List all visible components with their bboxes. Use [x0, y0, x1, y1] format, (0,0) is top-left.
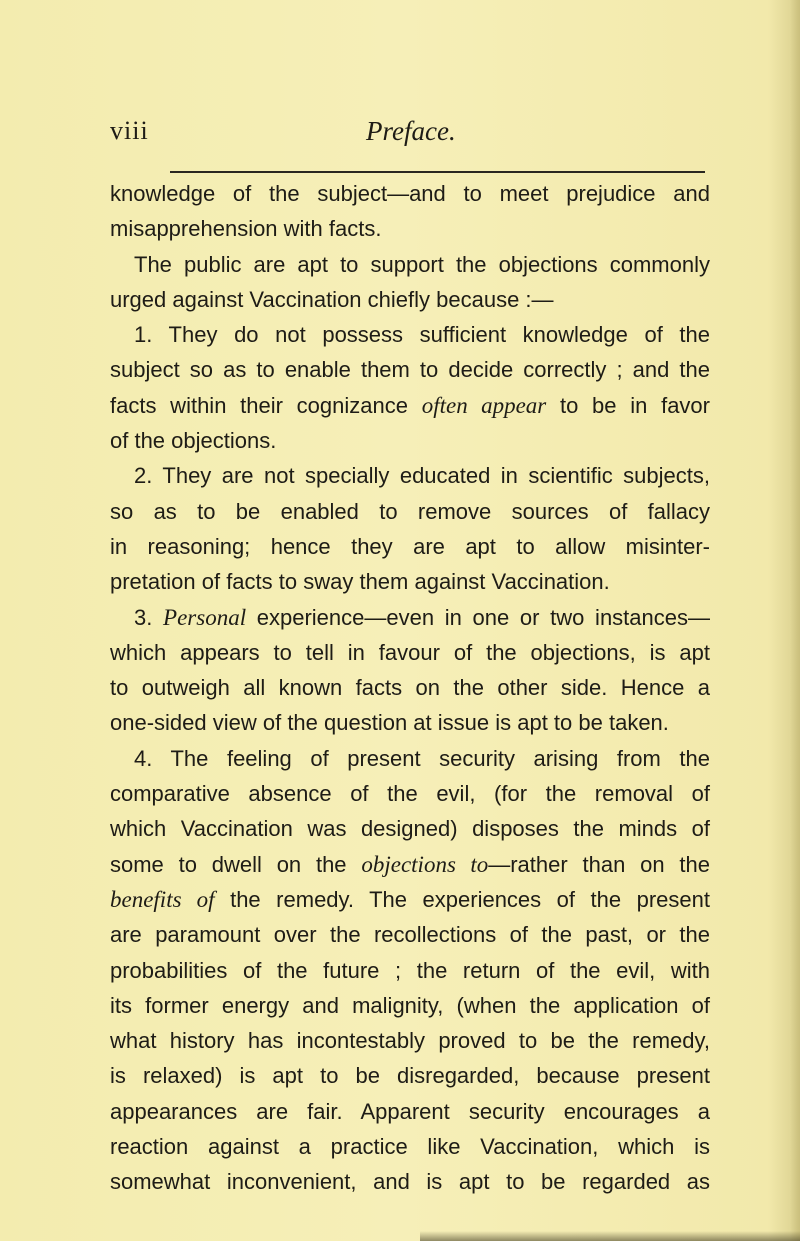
text-line: is relaxed) is apt to be disregarded, because present: [110, 1063, 710, 1089]
text-line: pretation of facts to sway them against Vaccination.: [110, 569, 610, 595]
italic-phrase: objections to: [361, 851, 489, 877]
text-line: 2. They are not specially educated in scientific subjects,: [134, 463, 710, 489]
text-line: 1. They do not possess sufficient knowledge of the: [134, 322, 710, 348]
text-line: in reasoning; hence they are apt to allow misinter-: [110, 533, 710, 559]
text-line: facts within their cognizance often appear to be in favor: [110, 392, 710, 418]
text-line: which appears to tell in favour of the objections, is apt: [110, 639, 710, 665]
text-line: knowledge of the subject—and to meet prejudice and: [110, 181, 710, 206]
text-line: probabilities of the future ; the return of the evil, with: [110, 957, 710, 983]
italic-phrase: often appear: [421, 392, 547, 418]
text-line: urged against Vaccination chiefly because :—: [110, 286, 554, 312]
running-head: [110, 116, 710, 156]
text-line: appearances are fair. Apparent security encourages a: [110, 1098, 710, 1124]
text-line: of the objections.: [110, 428, 277, 454]
text-line: The public are apt to support the objections commonly: [134, 251, 710, 277]
text-line: are paramount over the recollections of the past, or the: [110, 922, 710, 948]
text-line: somewhat inconvenient, and is apt to be regarded as: [110, 1169, 710, 1195]
italic-phrase: benefits of: [110, 886, 215, 912]
text-line: one-sided view of the question at issue is apt to be taken.: [110, 710, 669, 736]
text-line: reaction against a practice like Vaccination, which is: [110, 1134, 710, 1160]
text-line: 3. Personal experience—even in one or two instances—: [134, 604, 711, 630]
text-line: comparative absence of the evil, (for the removal of: [110, 781, 710, 807]
page-title: Preface.: [366, 116, 456, 146]
text-line: misapprehension with facts.: [110, 216, 382, 242]
body-text: [110, 176, 710, 1200]
text-line: its former energy and malignity, (when the application of: [110, 992, 710, 1018]
text-line: 4. The feeling of present security arising from the: [134, 745, 710, 771]
text-line: benefits of the remedy. The experiences of the present: [110, 886, 710, 912]
text-line: which Vaccination was designed) disposes the minds of: [110, 816, 710, 842]
text-line: subject so as to enable them to decide correctly ; and the: [110, 357, 710, 383]
text-line: some to dwell on the objections to—rather than on the: [110, 851, 710, 877]
header-rule: [170, 171, 705, 173]
page-number: viii: [110, 116, 149, 145]
text-line: what history has incontestably proved to be the remedy,: [110, 1028, 710, 1054]
page-bottom-shadow: [420, 1231, 800, 1241]
page-edge-shadow: [790, 0, 800, 1241]
italic-phrase: Personal: [163, 604, 247, 630]
text-line: so as to be enabled to remove sources of fallacy: [110, 498, 710, 524]
text-line: to outweigh all known facts on the other side. Hence a: [110, 675, 710, 701]
